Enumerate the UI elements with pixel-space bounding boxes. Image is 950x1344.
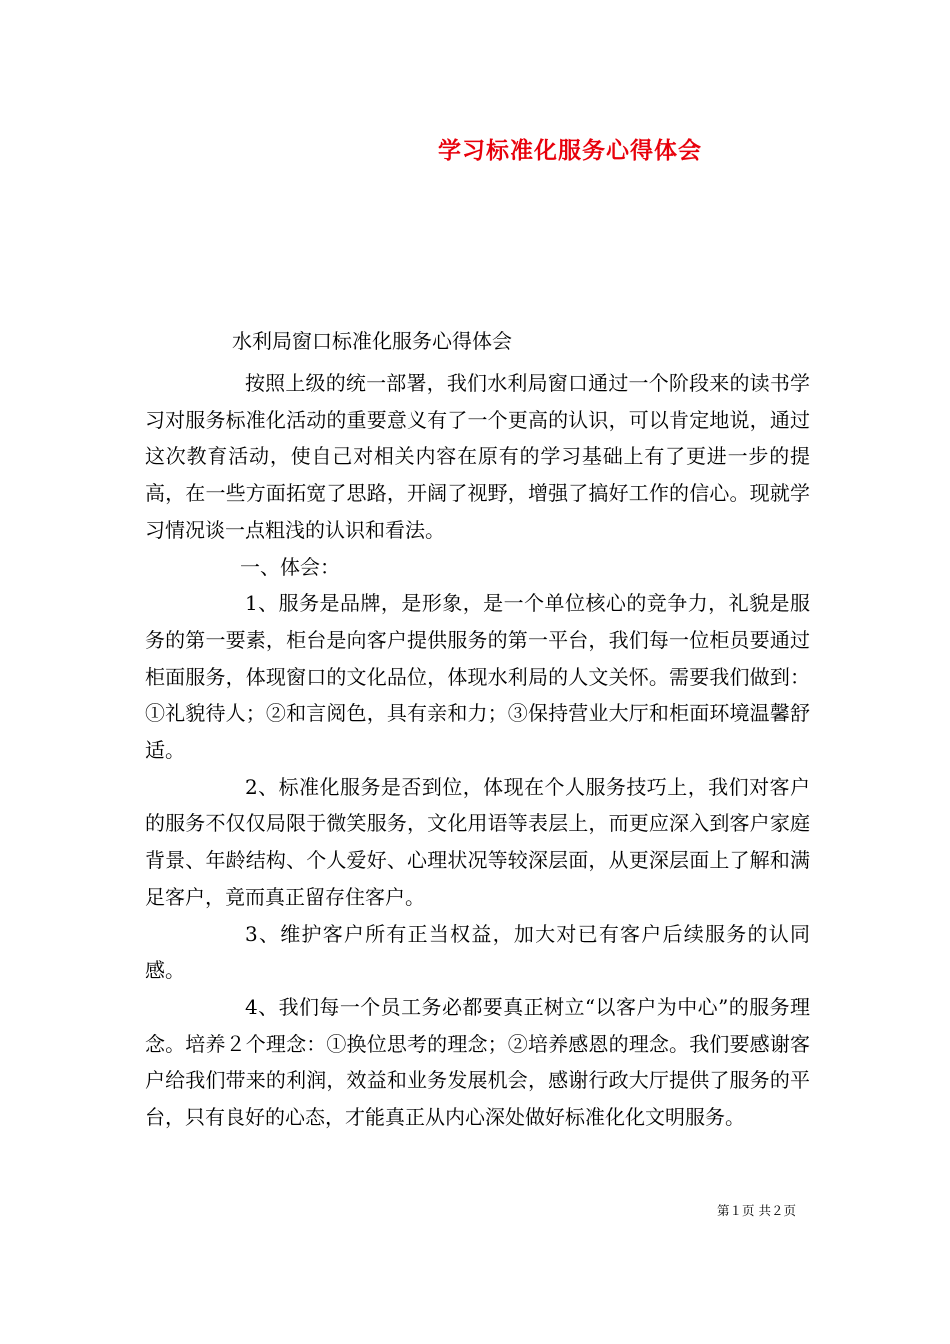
section-heading-experience: 一、体会：: [240, 554, 340, 579]
document-title: 学习标准化服务心得体会: [438, 137, 702, 164]
paragraph-point-2: 2、标准化服务是否到位，体现在个人服务技巧上，我们对客户的服务不仅仅局限于微笑服务，文化用语等表层上，而更应深入到客户家庭背景、年龄结构、个人爱好、心理状况等较深层面，从更深层面上了解和满足客户，竟而真正留存住客户。: [145, 774, 810, 909]
paragraph-point-4: 4、我们每一个员工务必都要真正树立“以客户为中心”的服务理念。培养２个理念：①换位思考的理念；②培养感恩的理念。我们要感谢客户给我们带来的利润，效益和业务发展机会，感谢行政大厅提供了服务的平台，只有良好的心态，才能真正从内心深处做好标准化化文明服务。: [145, 994, 810, 1130]
document-subtitle: 水利局窗口标准化服务心得体会: [232, 329, 512, 353]
paragraph-point-1: 1、服务是品牌，是形象，是一个单位核心的竞争力，礼貌是服务的第一要素，柜台是向客户提供服务的第一平台，我们每一位柜员要通过柜面服务，体现窗口的文化品位，体现水利局的人文关怀。需要我们做到：①礼貌待人；②和言阅色，具有亲和力；③保持营业大厅和柜面环境温馨舒适。: [145, 591, 810, 763]
page-number-footer: 第１页 共２页: [717, 1203, 796, 1218]
paragraph-intro: 按照上级的统一部署，我们水利局窗口通过一个阶段来的读书学习对服务标准化活动的重要意义有了一个更高的认识，可以肯定地说，通过这次教育活动，使自己对相关内容在原有的学习基础上有了更进一步的提高，在一些方面拓宽了思路，开阔了视野，增强了搞好工作的信心。现就学习情况谈一点粗浅的认识和看法。: [145, 371, 810, 542]
paragraph-point-3: 3、维护客户所有正当权益，加大对已有客户后续服务的认同感。: [145, 921, 810, 983]
document-body: [145, 365, 810, 1136]
